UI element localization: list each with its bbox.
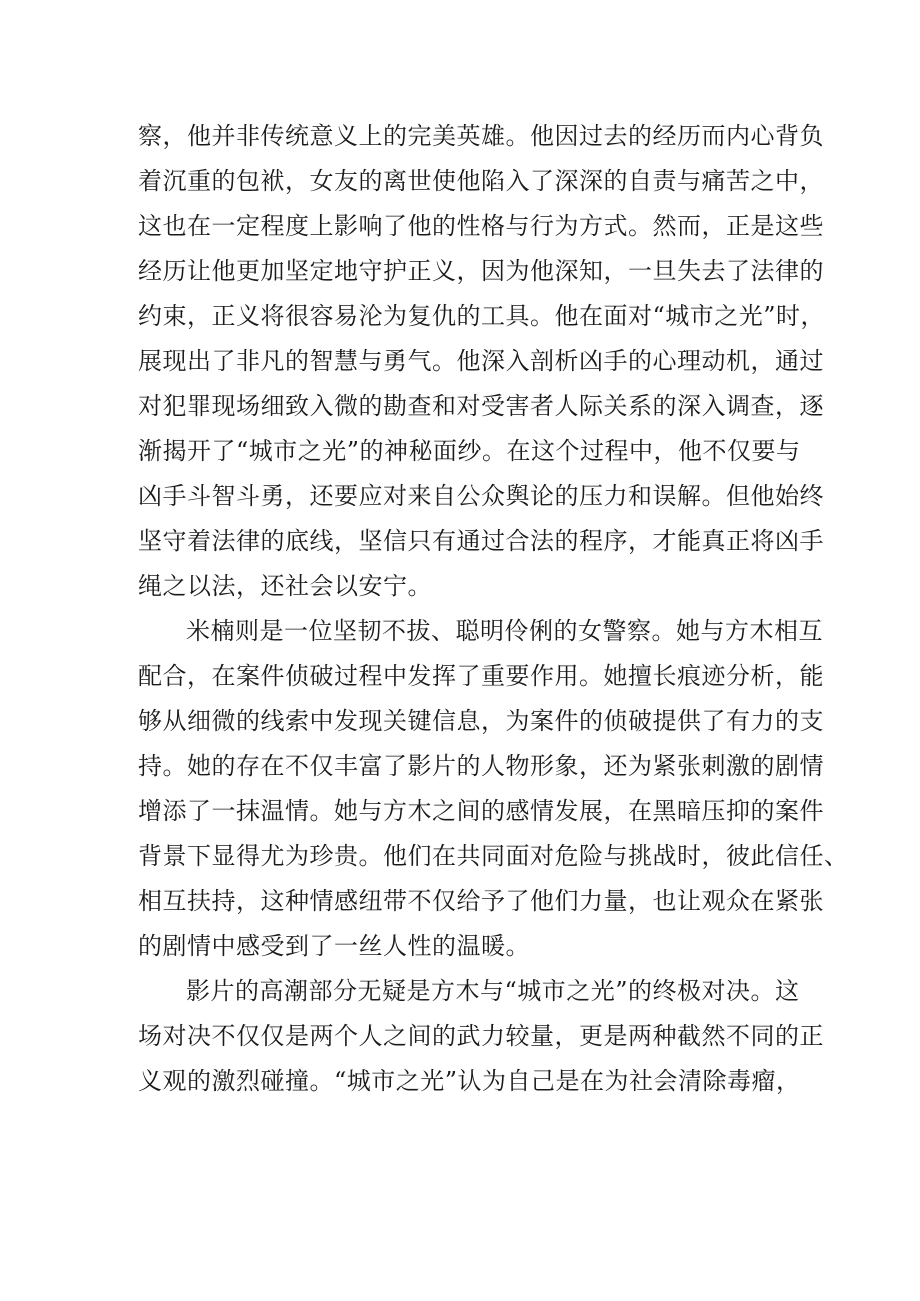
text-line: 的剧情中感受到了一丝人性的温暖。 (138, 932, 530, 960)
text-line: 这也在一定程度上影响了他的性格与行为方式。然而，正是这些 (138, 212, 824, 240)
text-line: 配合，在案件侦破过程中发挥了重要作用。她擅长痕迹分析，能 (138, 662, 824, 690)
text-line: 察，他并非传统意义上的完美英雄。他因过去的经历而内心背负 (138, 122, 824, 150)
text-line: 增添了一抹温情。她与方木之间的感情发展，在黑暗压抑的案件 (138, 797, 824, 825)
text-line: 凶手斗智斗勇，还要应对来自公众舆论的压力和误解。但他始终 (138, 482, 824, 510)
text-line: 约束，正义将很容易沦为复仇的工具。他在面对“城市之光”时， (138, 302, 826, 330)
paragraph-start-line: 影片的高潮部分无疑是方木与“城市之光”的终极对决。这 (186, 977, 800, 1005)
text-line: 够从细微的线索中发现关键信息，为案件的侦破提供了有力的支 (138, 707, 824, 735)
text-line: 渐揭开了“城市之光”的神秘面纱。在这个过程中，他不仅要与 (138, 437, 801, 465)
body-text (138, 114, 849, 1104)
text-line: 场对决不仅仅是两个人之间的武力较量，更是两种截然不同的正 (138, 1022, 824, 1050)
text-line: 着沉重的包袱，女友的离世使他陷入了深深的自责与痛苦之中， (138, 167, 824, 195)
text-line: 展现出了非凡的智慧与勇气。他深入剖析凶手的心理动机，通过 (138, 347, 824, 375)
text-line: 经历让他更加坚定地守护正义，因为他深知，一旦失去了法律的 (138, 257, 824, 285)
text-line: 对犯罪现场细致入微的勘查和对受害者人际关系的深入调查，逐 (138, 392, 824, 420)
text-line: 坚守着法律的底线，坚信只有通过合法的程序，才能真正将凶手 (138, 527, 824, 555)
text-line: 义观的激烈碰撞。“城市之光”认为自己是在为社会清除毒瘤， (138, 1067, 801, 1095)
text-line: 持。她的存在不仅丰富了影片的人物形象，还为紧张刺激的剧情 (138, 752, 824, 780)
text-line: 相互扶持，这种情感纽带不仅给予了他们力量，也让观众在紧张 (138, 887, 824, 915)
paragraph-start-line: 米楠则是一位坚韧不拔、聪明伶俐的女警察。她与方木相互 (186, 617, 823, 645)
text-line: 绳之以法，还社会以安宁。 (138, 572, 432, 600)
text-line: 背景下显得尤为珍贵。他们在共同面对危险与挑战时，彼此信任、 (138, 842, 849, 870)
